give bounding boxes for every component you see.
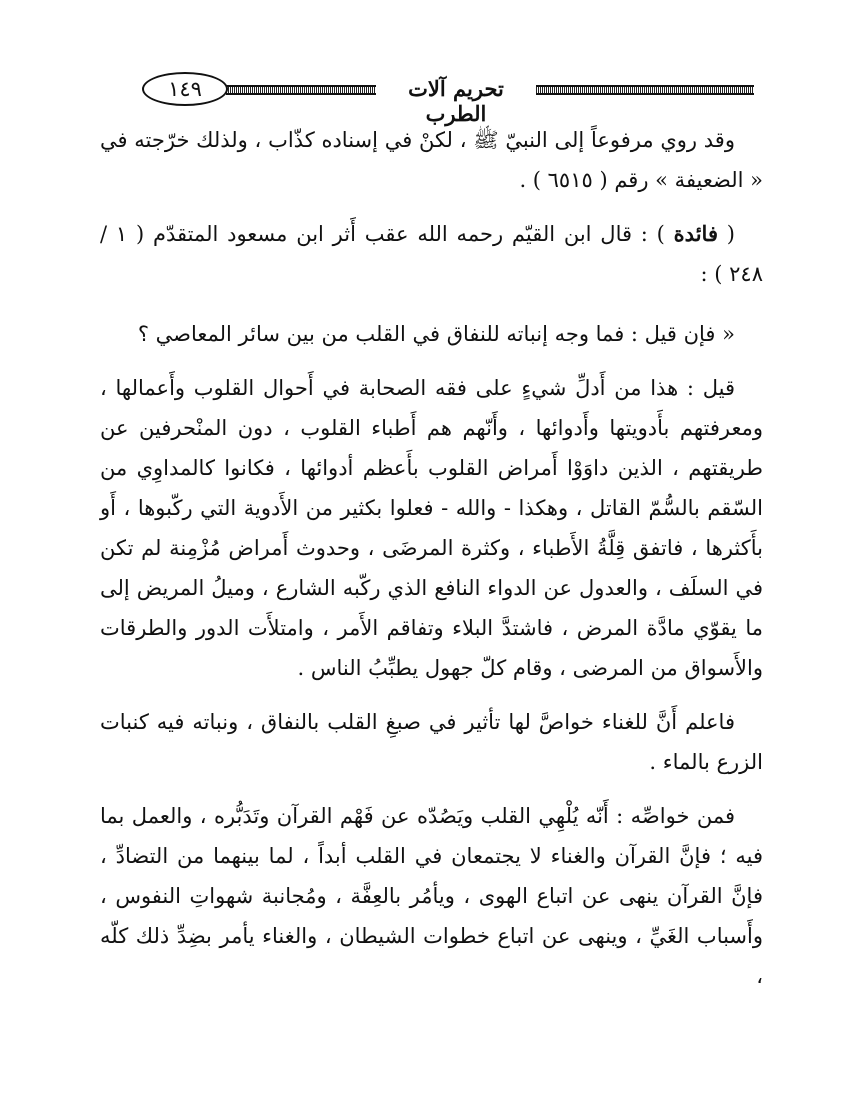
- paragraph-answer: قيل : هذا من أَدلِّ شيءٍ على فقه الصحابة في أَحوال القلوب وأَعمالها ، ومعرفتهم بأَدويتها وأَدوائها ، وأَنّهم هم أَطباء القلوب ، دون المنْحرفين عن طريقتهم ، الذين داوَوْا أَمراض القلوب بأَعظم أدوائها ، فكانوا كالمداوِي من السّقم بالسُّمّ القاتل ، وهكذا - والله - فعلوا بكثير من الأَدوية التي ركّبوها ، أَو بأَكثرها ، فاتفق قِلَّةُ الأَطباء ، وكثرة المرضَى ، وحدوث أَمراض مُزْمِنة لم تكن في السلَف ، والعدول عن الدواء النافع الذي ركّبه الشارع ، وميلُ المريض إلى ما يقوّي مادَّة المرض ، فاشتدَّ البلاء وتفاقم الأَمر ، وامتلأَت الدور والطرقات والأَسواق من المرضى ، وقام كلّ جهول يطبِّبُ الناس .: [100, 376, 764, 680]
- faida-label: فائدة: [673, 221, 718, 246]
- paragraph-ghina-effect: فاعلم أَنَّ للغناء خواصَّ لها تأثير في صبغِ القلب بالنفاق ، ونباته فيه كنبات الزرع بالماء .: [100, 710, 763, 774]
- page-body: [100, 120, 763, 996]
- faida-open: (: [717, 222, 735, 246]
- header-rule-right: [534, 85, 754, 95]
- paragraph-ghina-properties: فمن خواصِّه : أَنّه يُلْهِي القلب ويَصُدّه عن فَهْم القرآن وتَدَبُّره ، والعمل بما فيه ؛ فإنَّ القرآن والغناء لا يجتمعان في القلب أبداً ، لما بينهما من التضادِّ ، فإنَّ القرآن ينهى عن اتباع الهوى ، ويأمُر بالعِفَّة ، ومُجانبة شهواتِ النفوس ، وأَسباب الغَيِّ ، وينهى عن اتباع خطوات الشيطان ، والغناء يأمر بضِدِّ ذلك كلّه ،: [100, 804, 763, 988]
- running-title: تحريم آلات الطرب: [376, 76, 536, 126]
- page-header: [130, 60, 754, 126]
- paragraph-question: « فإن قيل : فما وجه إنباته للنفاق في القلب من بين سائر المعاصي ؟: [137, 322, 735, 346]
- paragraph-takhrij: وقد روي مرفوعاً إلى النبيّ ﷺ ، لكنْ في إسناده كذّاب ، ولذلك خرّجته في « الضعيفة » رقم ( ٦٥١٥ ) .: [100, 128, 763, 192]
- page-number: ١٤٩: [142, 72, 228, 106]
- paragraph-faida: [100, 214, 763, 294]
- faida-text: ) : قال ابن القيّم رحمه الله عقب أَثر ابن مسعود المتقدّم ( ١ / ٢٤٨ ) :: [100, 222, 763, 286]
